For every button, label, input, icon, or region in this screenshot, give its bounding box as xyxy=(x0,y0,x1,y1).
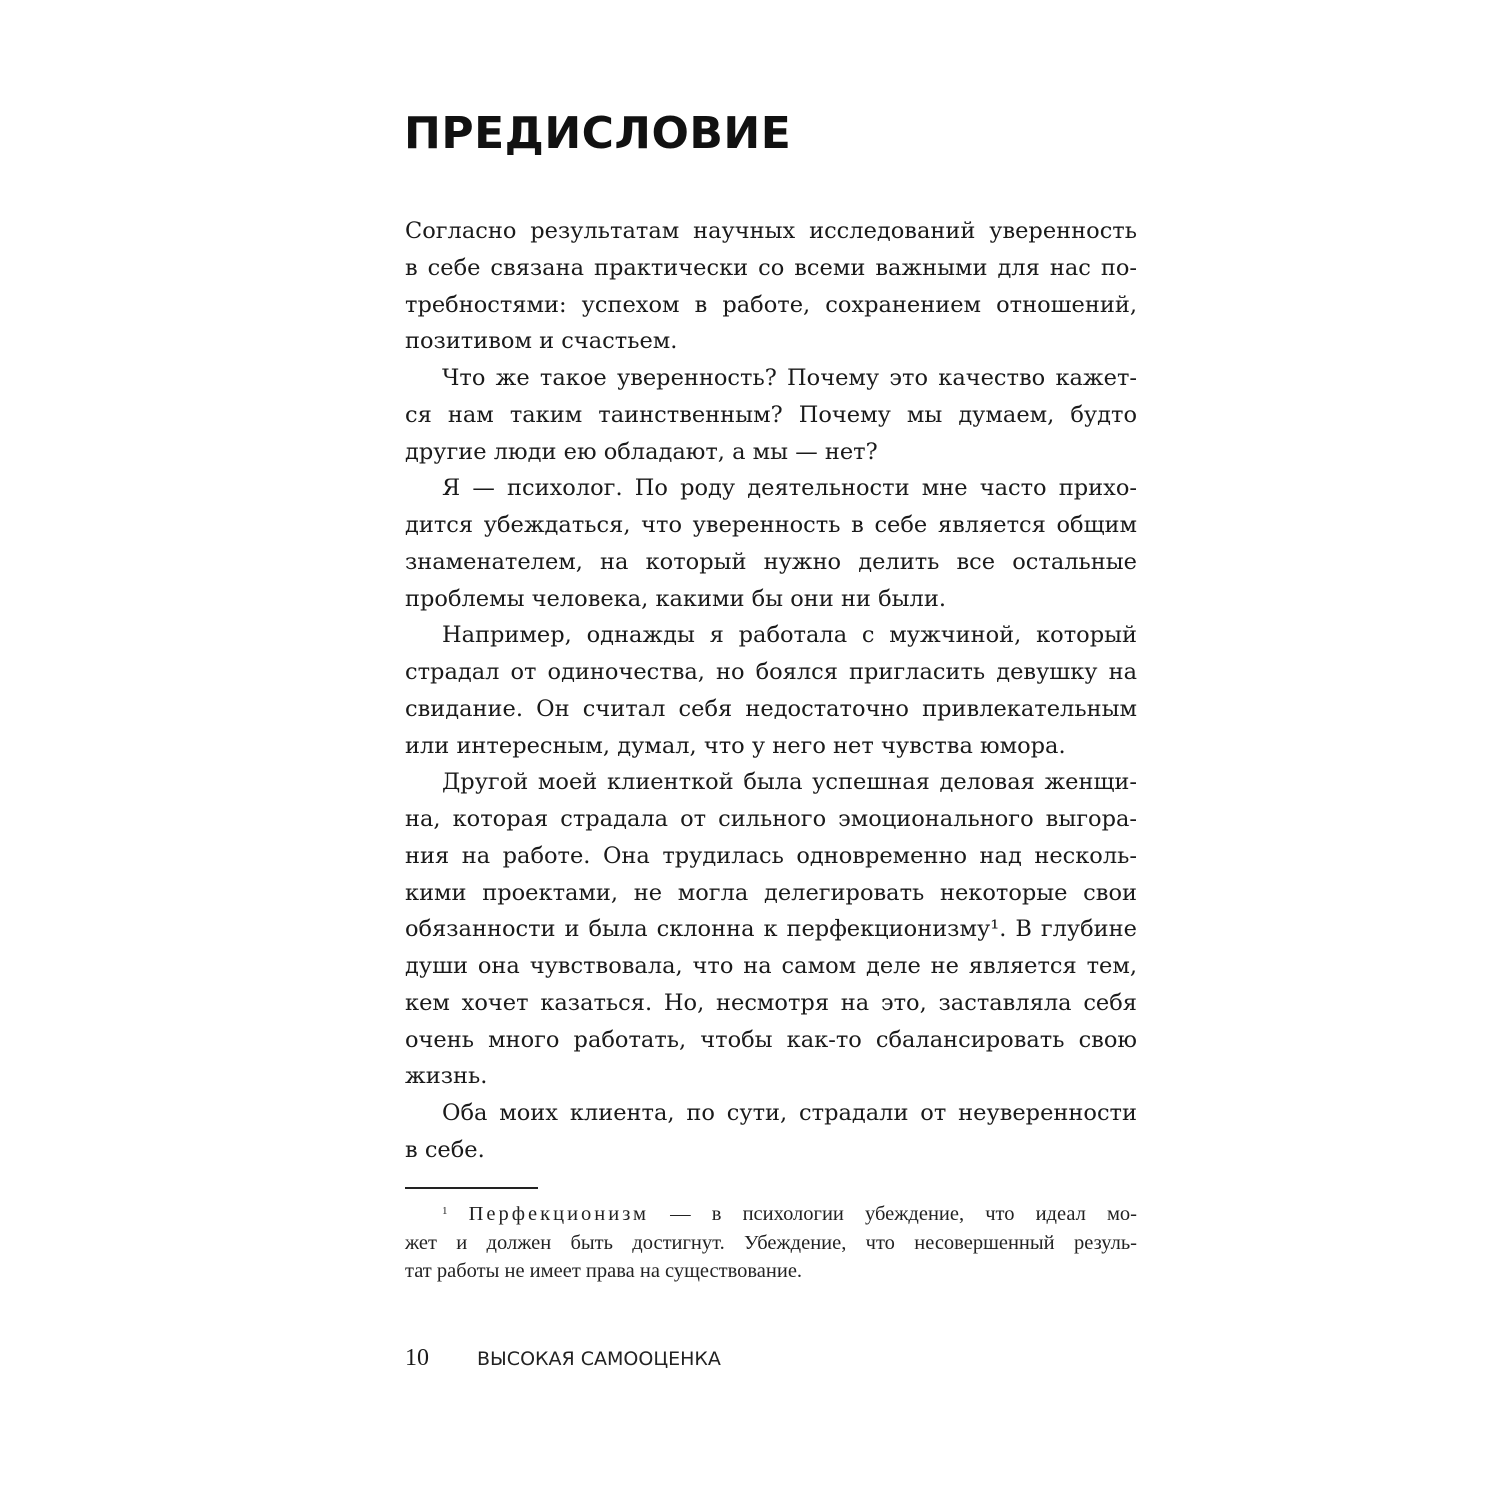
paragraph xyxy=(405,764,1137,1095)
text-line: Я — психолог. По роду деятельности мне часто прихо- xyxy=(442,475,1137,502)
text-line: ся нам таким таинственным? Почему мы думаем, будто xyxy=(405,401,1137,428)
text-line: страдал от одиночества, но боялся пригласить девушку на xyxy=(405,659,1137,685)
footnote-marker: 1 xyxy=(442,1205,448,1217)
footnote-text: — в психологии убеждение, что идеал мо- xyxy=(649,1203,1138,1225)
text-line: проблемы человека, какими бы они ни были. xyxy=(405,585,946,612)
running-title: ВЫСОКАЯ САМООЦЕНКА xyxy=(477,1348,721,1370)
page-footer xyxy=(405,1345,721,1372)
paragraph xyxy=(405,617,1137,764)
text-line: жизнь. xyxy=(405,1063,488,1090)
text-line: ния на работе. Она трудилась одновременно над несколь- xyxy=(405,842,1137,869)
text-line: кем хочет казаться. Но, несмотря на это, заставляла себя xyxy=(405,989,1137,1016)
text-line: требностями: успехом в работе, сохранением отношений, xyxy=(405,291,1137,318)
text-line: знаменателем, на который нужно делить все остальные xyxy=(405,548,1137,575)
footnote-line: тат работы не имеет права на существование. xyxy=(405,1260,803,1282)
paragraph xyxy=(405,213,1137,360)
text-line: кими проектами, не могла делегировать некоторые свои xyxy=(405,879,1137,906)
paragraph xyxy=(405,470,1137,617)
text-line: Что же такое уверенность? Почему это качество кажет- xyxy=(442,365,1137,391)
text-line: дится убеждаться, что уверенность в себе является общим xyxy=(405,512,1137,538)
paragraph xyxy=(405,1095,1137,1169)
text-line: в себе. xyxy=(405,1136,485,1163)
text-line: очень много работать, чтобы как-то сбалансировать свою xyxy=(405,1026,1137,1053)
footnote-divider xyxy=(405,1187,538,1189)
footnote-line xyxy=(405,1200,1137,1229)
text-line: обязанности и была склонна к перфекционизму¹. В глубине xyxy=(405,916,1137,943)
footnote xyxy=(405,1200,1137,1286)
text-line: в себе связана практически со всеми важными для нас по- xyxy=(405,254,1137,281)
text-line: души она чувствовала, что на самом деле не является тем, xyxy=(405,953,1137,979)
text-line: или интересным, думал, что у него нет чувства юмора. xyxy=(405,732,1066,759)
text-line: Другой моей клиенткой была успешная деловая женщи- xyxy=(442,769,1137,796)
text-line: позитивом и счастьем. xyxy=(405,328,678,355)
text-line: Например, однажды я работала с мужчиной, который xyxy=(442,622,1137,649)
text-line: другие люди ею обладают, а мы — нет? xyxy=(405,438,878,465)
page-number: 10 xyxy=(405,1345,429,1371)
footnote-term: Перфекционизм xyxy=(468,1203,650,1225)
footnote-line: жет и должен быть достигнут. Убеждение, что несовершенный резуль- xyxy=(405,1231,1137,1254)
text-line: Оба моих клиента, по сути, страдали от неуверенности xyxy=(442,1100,1137,1126)
chapter-heading: ПРЕДИСЛОВИЕ xyxy=(404,108,792,159)
paragraph xyxy=(405,360,1137,470)
body-text xyxy=(405,213,1137,1169)
text-line: Согласно результатам научных исследований уверенность xyxy=(405,218,1137,244)
text-line: свидание. Он считал себя недостаточно привлекательным xyxy=(405,695,1137,722)
text-line: на, которая страдала от сильного эмоционального выгора- xyxy=(405,806,1137,832)
